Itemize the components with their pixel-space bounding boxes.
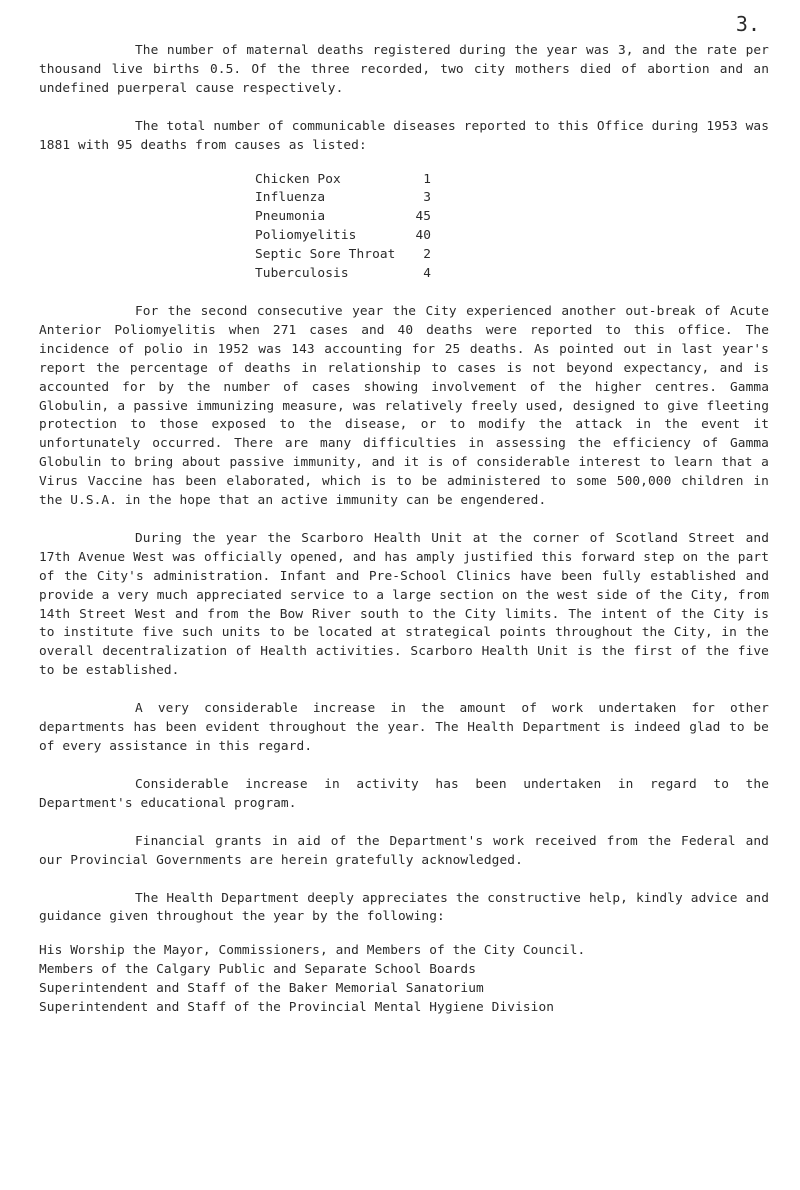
cause-name: Influenza [255,190,326,206]
paragraph-maternal-deaths [39,42,769,99]
cause-count: 2 [423,247,432,263]
table-row [255,265,431,284]
cause-name: Chicken Pox [255,171,341,187]
cause-name: Pneumonia [255,209,326,225]
acknowledgement-list [39,942,769,1018]
document-body [39,42,769,1018]
cause-count: 40 [415,228,432,244]
cause-name: Tuberculosis [255,266,349,282]
cause-count: 45 [415,209,432,225]
paragraph-text: Financial grants in aid of the Department's work received from the Federal and our Provincial Governments are herein gratefully acknowledged. [39,833,769,868]
paragraph-text: The total number of communicable diseases reported to this Office during 1953 was 1881 with 95 deaths from causes as listed: [39,118,769,153]
cause-count: 1 [423,171,432,187]
paragraph-other-departments [39,700,769,757]
table-row [255,171,431,190]
list-item: Superintendent and Staff of the Provincial Mental Hygiene Division [39,1000,555,1016]
death-causes-table [255,171,431,284]
cause-name: Septic Sore Throat [255,247,396,263]
table-row [255,189,431,208]
paragraph-scarboro-health-unit [39,530,769,681]
list-item: His Worship the Mayor, Commissioners, and Members of the City Council. [39,943,586,959]
paragraph-acknowledgement-intro [39,890,769,928]
paragraph-text: Considerable increase in activity has been undertaken in regard to the Department's educational program. [39,776,769,811]
paragraph-text: A very considerable increase in the amount of work undertaken for other departments has been evident throughout the year. The Health Department is indeed glad to be of every assistance in this regard. [39,701,769,754]
table-row [255,246,431,265]
list-item: Members of the Calgary Public and Separate School Boards [39,962,477,978]
cause-count: 3 [423,190,432,206]
paragraph-poliomyelitis [39,303,769,511]
table-row [255,208,431,227]
paragraph-financial-grants [39,833,769,871]
paragraph-text: During the year the Scarboro Health Unit at the corner of Scotland Street and 17th Avenue West was officially opened, and has amply justified this forward step on the part of the City's administration. Infant and Pre-School Clinics have been fully established and provide a very much appreciated service to a large section on the west side of the City, from 14th Street West and from the Bow River south to the City limits. The intent of the City is to institute five such units to be located at strategical points throughout the City, in the overall decentralization of Health activities. Scarboro Health Unit is the first of the five to be established. [39,530,769,679]
cause-count: 4 [423,266,432,282]
table-row [255,227,431,246]
paragraph-text: The number of maternal deaths registered during the year was 3, and the rate per thousand live births 0.5. Of the three recorded, two city mothers died of abortion and an undefined puerperal cause respectively. [39,43,769,96]
paragraph-communicable-diseases [39,118,769,156]
list-item: Superintendent and Staff of the Baker Memorial Sanatorium [39,981,484,997]
paragraph-educational-program [39,776,769,814]
paragraph-text: The Health Department deeply appreciates the constructive help, kindly advice and guidance given throughout the year by the following: [39,890,769,925]
cause-name: Poliomyelitis [255,228,357,244]
paragraph-text: For the second consecutive year the City experienced another out-break of Acute Anterior Poliomyelitis when 271 cases and 40 deaths were reported to this office. The incidence of polio in 1952 was 143 accounting for 25 deaths. As pointed out in last year's report the percentage of deaths in relationship to cases is not beyond expectancy, and is accounted for by the number of cases showing involvement of the higher centres. Gamma Globulin, a passive immunizing measure, was relatively freely used, designed to give fleeting protection to those exposed to the disease, or to modify the attack in the event it unfortunately occurred. There are many difficulties in assessing the efficiency of Gamma Globulin to bring about passive immunity, and it is of considerable interest to learn that a Virus Vaccine has been elaborated, which is to be administered to some 500,000 children in the U.S.A. in the hope that an active immunity can be engendered. [39,303,769,509]
page-number: 3. [735,12,760,36]
